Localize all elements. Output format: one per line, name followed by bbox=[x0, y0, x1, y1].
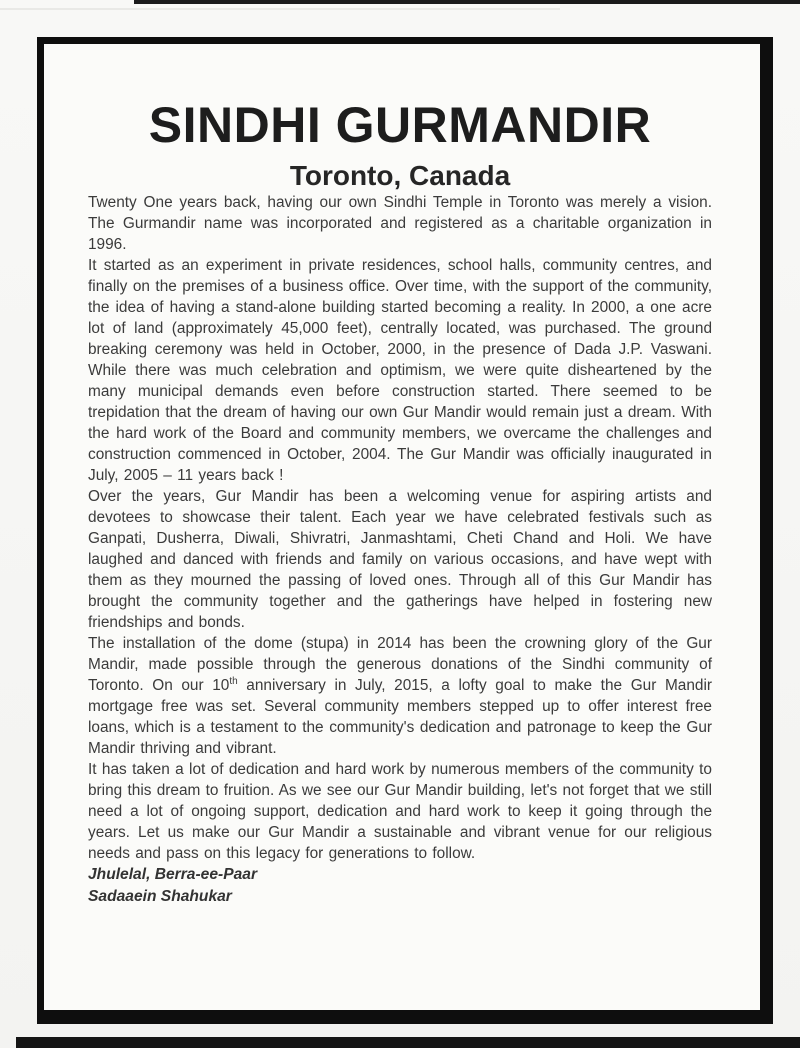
signature-line-2: Sadaaein Shahukar bbox=[88, 888, 232, 905]
paragraph-dome bbox=[88, 633, 712, 759]
paragraph-dome-text-pre: The installation of the dome (stupa) in 2014 has been the crowning glory of the Gur Mandir, made possible through the generous donations of the Sindhi community of Toronto. On our 10 bbox=[88, 635, 712, 694]
document-frame bbox=[37, 37, 773, 1024]
paragraph-festivals: Over the years, Gur Mandir has been a welcoming venue for aspiring artists and devotees to showcase their talent. Each year we have celebrated festivals such as Ganpati, Dusherra, Diwali, Shivratri, Janmashtami, Cheti Chand and Holi. We have laughed and danced with friends and family on various occasions, and have wept with them as they mourned the passing of loved ones. Through all of this Gur Mandir has brought the community together and the gatherings have helped in fostering new friendships and bonds. bbox=[88, 488, 712, 631]
paragraph-closing: It has taken a lot of dedication and hard work by numerous members of the community to bring this dream to fruition. As we see our Gur Mandir building, let's not forget that we still need a lot of ongoing support, dedication and hard work to keep it going through the years. Let us make our Gur Mandir a sustainable and vibrant venue for our religious needs and pass on this legacy for generations to follow. bbox=[88, 761, 712, 862]
paragraph-intro: Twenty One years back, having our own Sindhi Temple in Toronto was merely a vision. The Gurmandir name was incorporated and registered as a charitable organization in 1996. bbox=[88, 194, 712, 253]
signature-block bbox=[88, 864, 712, 908]
document-content bbox=[44, 44, 760, 1010]
paragraph-dome-text-post: anniversary in July, 2015, a lofty goal to make the Gur Mandir mortgage free was set. Several community members stepped up to offer interest free loans, which is a testament to the community's dedication and patronage to keep the Gur Mandir thriving and vibrant. bbox=[88, 677, 712, 757]
scan-edge-bottom bbox=[16, 1037, 800, 1048]
document-subtitle: Toronto, Canada bbox=[289, 160, 511, 191]
paragraph-history: It started as an experiment in private residences, school halls, community centres, and finally on the premises of a business office. Over time, with the support of the community, the idea of having a stand-alone building started becoming a reality. In 2000, a one acre lot of land (approximately 45,000 feet), centrally located, was purchased. The ground breaking ceremony was held in October, 2000, in the presence of Dada J.P. Vaswani. While there was much celebration and optimism, we were quite disheartened by the many municipal demands even before construction started. There seemed to be trepidation that the dream of having our own Gur Mandir would remain just a dream. With the hard work of the Board and community members, we overcame the challenges and construction commenced in October, 2004. The Gur Mandir was officially inaugurated in July, 2005 – 11 years back ! bbox=[88, 257, 712, 484]
document-title: SINDHI GURMANDIR bbox=[148, 97, 652, 153]
scan-artifact-faint-line bbox=[0, 8, 560, 10]
signature-line-1: Jhulelal, Berra-ee-Paar bbox=[88, 866, 258, 883]
ordinal-superscript: th bbox=[229, 675, 238, 687]
scan-edge-top bbox=[134, 0, 800, 4]
